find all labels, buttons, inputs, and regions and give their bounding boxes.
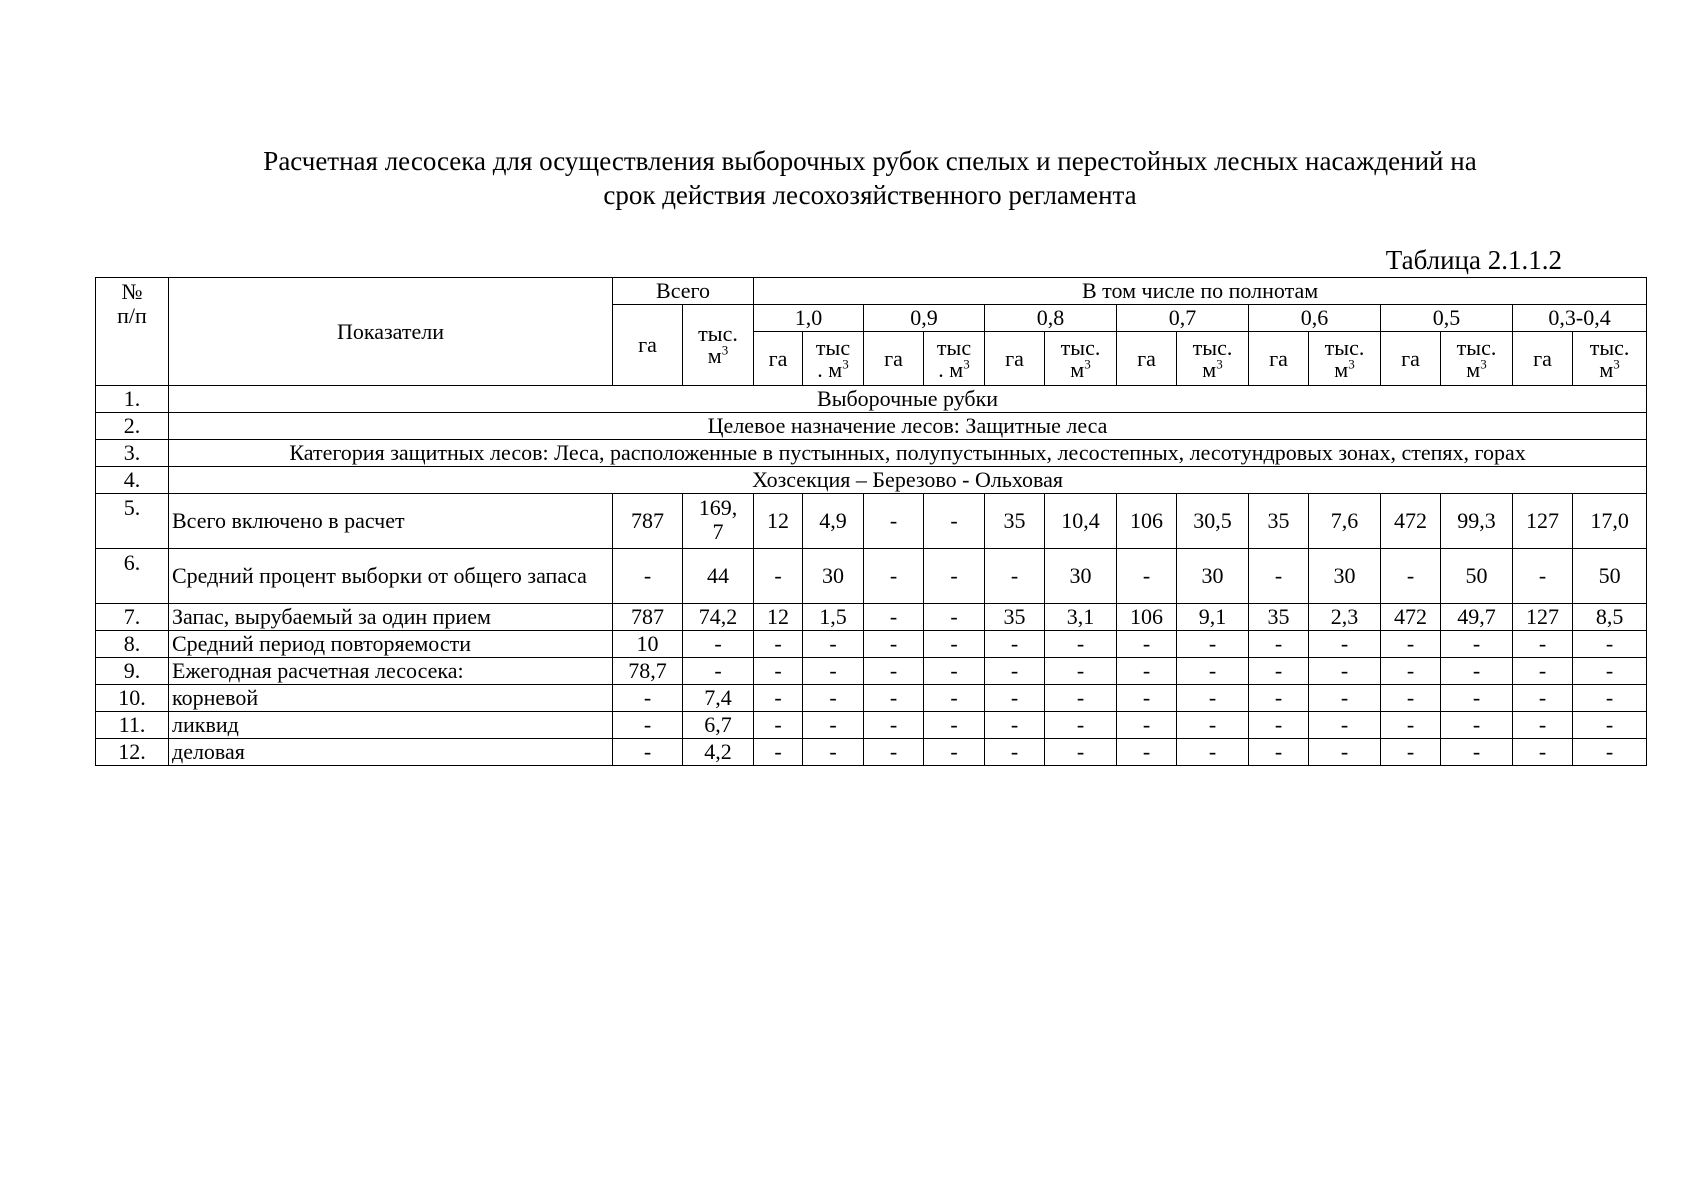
- table-cell: -: [1441, 739, 1513, 766]
- table-cell: -: [1117, 739, 1177, 766]
- table-row: [96, 604, 1647, 631]
- table-cell: -: [1573, 685, 1647, 712]
- header-unit-ha: га: [985, 332, 1045, 386]
- header-unit-ths: тыс. $м^3$: [1573, 332, 1647, 386]
- section-title: Выборочные рубки: [169, 386, 1647, 413]
- table-cell: -: [613, 712, 683, 739]
- table-cell: -: [864, 494, 924, 549]
- table-cell: -: [803, 685, 864, 712]
- table-cell: -: [1573, 631, 1647, 658]
- header-indicators: Показатели: [169, 278, 613, 386]
- table-cell: -: [985, 549, 1045, 604]
- row-number: 9.: [96, 658, 169, 685]
- table-cell: -: [1249, 739, 1309, 766]
- section-row: [96, 440, 1647, 467]
- table-cell: -: [1117, 631, 1177, 658]
- table-cell: -: [1249, 631, 1309, 658]
- table-cell: -: [924, 712, 985, 739]
- table-cell: -: [1381, 631, 1441, 658]
- row-number: 7.: [96, 604, 169, 631]
- table-cell: 787: [613, 494, 683, 549]
- row-number: 11.: [96, 712, 169, 739]
- table-cell: -: [1045, 631, 1117, 658]
- table-cell: -: [1513, 712, 1573, 739]
- table-cell: -: [1249, 685, 1309, 712]
- table-cell: -: [1045, 712, 1117, 739]
- section-row: [96, 386, 1647, 413]
- header-density-0-7: 0,7: [1117, 305, 1249, 332]
- title-line-2: срок действия лесохозяйственного регламента: [603, 180, 1137, 210]
- header-num: [96, 278, 169, 386]
- table-cell: -: [613, 685, 683, 712]
- table-row: [96, 549, 1647, 604]
- table-cell: 106: [1117, 604, 1177, 631]
- header-density-0-8: 0,8: [985, 305, 1117, 332]
- table-row: [96, 712, 1647, 739]
- table-cell: -: [1249, 658, 1309, 685]
- table-cell: -: [1441, 631, 1513, 658]
- table-cell: -: [754, 739, 803, 766]
- table-cell: -: [754, 549, 803, 604]
- table-cell: 3,1: [1045, 604, 1117, 631]
- table-cell: -: [1309, 739, 1381, 766]
- table-cell: 10: [613, 631, 683, 658]
- table-cell: 2,3: [1309, 604, 1381, 631]
- table-cell: -: [613, 739, 683, 766]
- table-cell: 1,5: [803, 604, 864, 631]
- table-cell: 169, 7: [683, 494, 754, 549]
- table-cell: -: [1177, 631, 1249, 658]
- header-density-0-3-0-4: 0,3-0,4: [1513, 305, 1647, 332]
- table-cell: -: [613, 549, 683, 604]
- table-cell: -: [803, 658, 864, 685]
- table-cell: -: [1177, 658, 1249, 685]
- row-number: 8.: [96, 631, 169, 658]
- table-cell: -: [803, 712, 864, 739]
- table-cell: 9,1: [1177, 604, 1249, 631]
- row-number: 4.: [96, 467, 169, 494]
- table-cell: 472: [1381, 604, 1441, 631]
- header-unit-ths: тыс . $м^3$: [803, 332, 864, 386]
- table-cell: 35: [985, 604, 1045, 631]
- table-cell: 12: [754, 604, 803, 631]
- table-cell: -: [924, 494, 985, 549]
- table-cell: -: [1045, 739, 1117, 766]
- table-cell: -: [1249, 712, 1309, 739]
- header-num-symbol: №: [121, 279, 143, 304]
- table-cell: -: [985, 658, 1045, 685]
- table-row: [96, 631, 1647, 658]
- table-cell: 30,5: [1177, 494, 1249, 549]
- header-unit-ha: га: [1513, 332, 1573, 386]
- table-cell: -: [1513, 658, 1573, 685]
- table-body-simple-rows: [96, 604, 1647, 766]
- table-cell: -: [864, 549, 924, 604]
- table-cell: 30: [803, 549, 864, 604]
- table-cell: -: [1177, 685, 1249, 712]
- table-cell: 50: [1573, 549, 1647, 604]
- table-cell: -: [803, 631, 864, 658]
- table-cell: -: [1309, 658, 1381, 685]
- header-by-density: В том числе по полнотам: [754, 278, 1647, 305]
- section-row: [96, 413, 1647, 440]
- table-cell: -: [1309, 631, 1381, 658]
- table-cell: -: [1573, 739, 1647, 766]
- table-cell: -: [924, 549, 985, 604]
- header-unit-ha: га: [864, 332, 924, 386]
- row-label: Запас, вырубаемый за один прием: [169, 604, 613, 631]
- table-cell: 4,9: [803, 494, 864, 549]
- table-cell: -: [1381, 685, 1441, 712]
- table-cell: -: [864, 604, 924, 631]
- table-cell: 44: [683, 549, 754, 604]
- table-cell: -: [1513, 549, 1573, 604]
- table-cell: -: [864, 712, 924, 739]
- table-cell: -: [1573, 712, 1647, 739]
- table-cell: -: [1381, 658, 1441, 685]
- allowable-cut-table: [95, 277, 1647, 766]
- table-cell: -: [1381, 739, 1441, 766]
- header-total: Всего: [613, 278, 754, 305]
- header-unit-ha: га: [1381, 332, 1441, 386]
- section-row: [96, 467, 1647, 494]
- row-number: 2.: [96, 413, 169, 440]
- table-cell: -: [1117, 658, 1177, 685]
- table-cell: 106: [1117, 494, 1177, 549]
- section-title: Категория защитных лесов: Леса, расположенные в пустынных, полупустынных, лесостепных, лесотундровых зонах, степях, горах: [169, 440, 1647, 467]
- header-density-1-0: 1,0: [754, 305, 864, 332]
- table-row: [96, 658, 1647, 685]
- table-cell: 35: [1249, 494, 1309, 549]
- header-num-label: п/п: [117, 303, 147, 328]
- table-cell: 30: [1045, 549, 1117, 604]
- header-unit-ha: га: [1249, 332, 1309, 386]
- table-cell: -: [1513, 739, 1573, 766]
- table-cell: 7,6: [1309, 494, 1381, 549]
- row-number: 6.: [96, 549, 169, 604]
- table-cell: 127: [1513, 604, 1573, 631]
- table-cell: 78,7: [613, 658, 683, 685]
- row-label: ликвид: [169, 712, 613, 739]
- table-cell: 35: [985, 494, 1045, 549]
- table-number: Таблица 2.1.1.2: [1385, 245, 1562, 275]
- header-unit-ha: га: [1117, 332, 1177, 386]
- header-total-ths: тыс. $м^3$: [683, 305, 754, 386]
- table-cell: 6,7: [683, 712, 754, 739]
- table-cell: 10,4: [1045, 494, 1117, 549]
- table-cell: 8,5: [1573, 604, 1647, 631]
- row-number: 1.: [96, 386, 169, 413]
- table-cell: -: [683, 658, 754, 685]
- table-cell: -: [1177, 712, 1249, 739]
- table-cell: 12: [754, 494, 803, 549]
- header-unit-ths: тыс. $м^3$: [1309, 332, 1381, 386]
- row-label: Ежегодная расчетная лесосека:: [169, 658, 613, 685]
- header-unit-ths: тыс. $м^3$: [1177, 332, 1249, 386]
- table-cell: 4,2: [683, 739, 754, 766]
- table-cell: -: [1441, 712, 1513, 739]
- row-label: Средний период повторяемости: [169, 631, 613, 658]
- header-density-0-6: 0,6: [1249, 305, 1381, 332]
- title-line-1: Расчетная лесосека для осуществления выборочных рубок спелых и перестойных лесных насаждений на: [263, 146, 1477, 176]
- table-cell: -: [1045, 658, 1117, 685]
- table-cell: -: [754, 631, 803, 658]
- row-number: 10.: [96, 685, 169, 712]
- header-unit-ha: га: [754, 332, 803, 386]
- table-cell: 35: [1249, 604, 1309, 631]
- header-total-ha: га: [613, 305, 683, 386]
- table-cell: -: [985, 631, 1045, 658]
- table-cell: -: [1573, 658, 1647, 685]
- table-cell: 17,0: [1573, 494, 1647, 549]
- table-cell: -: [924, 604, 985, 631]
- table-cell: -: [864, 685, 924, 712]
- table-cell: -: [985, 739, 1045, 766]
- header-unit-ths: тыс . $м^3$: [924, 332, 985, 386]
- table-cell: 49,7: [1441, 604, 1513, 631]
- table-cell: -: [754, 658, 803, 685]
- table-cell: -: [1513, 631, 1573, 658]
- table-cell: -: [1117, 712, 1177, 739]
- header-unit-ths: тыс. $м^3$: [1441, 332, 1513, 386]
- row-label: деловая: [169, 739, 613, 766]
- table-cell: -: [1381, 549, 1441, 604]
- table-cell: -: [985, 712, 1045, 739]
- table-cell: -: [1249, 549, 1309, 604]
- table-cell: -: [803, 739, 864, 766]
- table-cell: -: [1177, 739, 1249, 766]
- row-number: 5.: [96, 494, 169, 549]
- table-cell: 30: [1177, 549, 1249, 604]
- page-title: [140, 144, 1600, 212]
- table-cell: -: [1441, 685, 1513, 712]
- row-number: 3.: [96, 440, 169, 467]
- section-title: Хозсекция – Березово - Ольховая: [169, 467, 1647, 494]
- section-title: Целевое назначение лесов: Защитные леса: [169, 413, 1647, 440]
- table-cell: -: [864, 631, 924, 658]
- table-cell: 30: [1309, 549, 1381, 604]
- table-cell: 787: [613, 604, 683, 631]
- table-cell: 7,4: [683, 685, 754, 712]
- table-row: [96, 685, 1647, 712]
- header-density-0-5: 0,5: [1381, 305, 1513, 332]
- table-cell: -: [1309, 685, 1381, 712]
- row-label: Средний процент выборки от общего запаса: [169, 549, 613, 604]
- table-cell: 50: [1441, 549, 1513, 604]
- header-unit-ths: тыс. $м^3$: [1045, 332, 1117, 386]
- table-cell: -: [1309, 712, 1381, 739]
- table-cell: -: [1441, 658, 1513, 685]
- table-cell: -: [1513, 685, 1573, 712]
- table-cell: -: [924, 685, 985, 712]
- table-cell: -: [1381, 712, 1441, 739]
- table-cell: 74,2: [683, 604, 754, 631]
- table-cell: -: [924, 631, 985, 658]
- table-row: [96, 494, 1647, 549]
- table-cell: -: [754, 685, 803, 712]
- row-number: 12.: [96, 739, 169, 766]
- table-cell: -: [1045, 685, 1117, 712]
- table-cell: -: [924, 658, 985, 685]
- row-label: Всего включено в расчет: [169, 494, 613, 549]
- table-cell: 99,3: [1441, 494, 1513, 549]
- header-row-top: [96, 278, 1647, 305]
- table-cell: -: [1117, 549, 1177, 604]
- table-row: [96, 739, 1647, 766]
- table-cell: -: [864, 739, 924, 766]
- table-cell: -: [754, 712, 803, 739]
- table-cell: 472: [1381, 494, 1441, 549]
- row-label: корневой: [169, 685, 613, 712]
- header-density-0-9: 0,9: [864, 305, 985, 332]
- table-cell: -: [683, 631, 754, 658]
- table-cell: -: [924, 739, 985, 766]
- table-cell: -: [985, 685, 1045, 712]
- table-cell: -: [864, 658, 924, 685]
- table-cell: 127: [1513, 494, 1573, 549]
- table-cell: -: [1117, 685, 1177, 712]
